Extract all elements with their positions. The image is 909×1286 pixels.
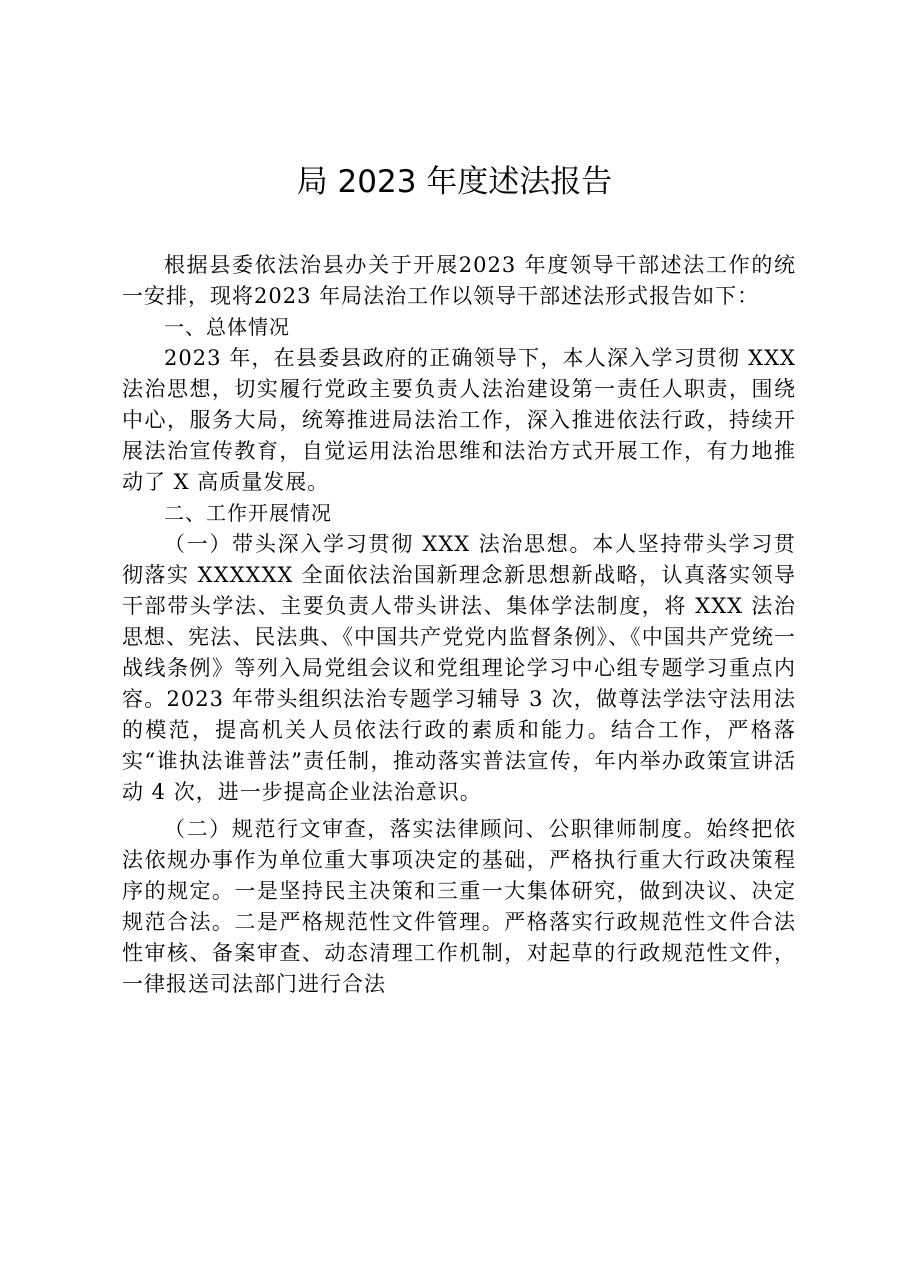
work-paragraph-2: （二）规范行文审查，落实法律顾问、公职律师制度。始终把依法依规办事作为单位重大事项决定的基础，严格执行重大行政决策程序的规定。一是坚持民主决策和三重一大集体研究，做到决议、决定规范合法。二是严格规范性文件管理。严格落实行政规范性文件合法性审核、备案审查、动态清理工作机制，对起草的行政规范性文件，一律报送司法部门进行合法: [122, 817, 796, 996]
section-heading-overall: 一、总体情况: [164, 315, 290, 339]
document-title: 局 2023 年度述法报告: [296, 164, 613, 200]
document-body: [122, 250, 796, 1000]
intro-paragraph: 根据县委依法治县办关于开展2023 年度领导干部述法工作的统一安排，现将2023 年局法治工作以领导干部述法形式报告如下：: [122, 253, 796, 308]
section-heading-work: 二、工作开展情况: [164, 501, 332, 525]
overall-paragraph: 2023 年，在县委县政府的正确领导下，本人深入学习贯彻 XXX 法治思想，切实履行党政主要负责人法治建设第一责任人职责，围绕中心，服务大局，统筹推进局法治工作，深入推进依法行政，持续开展法治宣传教育，自觉运用法治思维和法治方式开展工作，有力地推动了 X 高质量发展。: [122, 346, 796, 494]
work-paragraph-1: （一）带头深入学习贯彻 XXX 法治思想。本人坚持带头学习贯彻落实 XXXXXX 全面依法治国新理念新思想新战略，认真落实领导干部带头学法、主要负责人带头讲法、集体学法制度，将 XXX 法治思想、宪法、民法典、《中国共产党党内监督条例》、《中国共产党统一战线条例》等列入局党组会议和党组理论学习中心组专题学习重点内容。2023 年带头组织法治专题学习辅导 3 次，做尊法学法守法用法的模范，提高机关人员依法行政的素质和能力。结合工作，严格落实“谁执法谁普法”责任制，推动落实普法宣传，年内举办政策宣讲活动 4 次，进一步提高企业法治意识。: [122, 532, 796, 804]
